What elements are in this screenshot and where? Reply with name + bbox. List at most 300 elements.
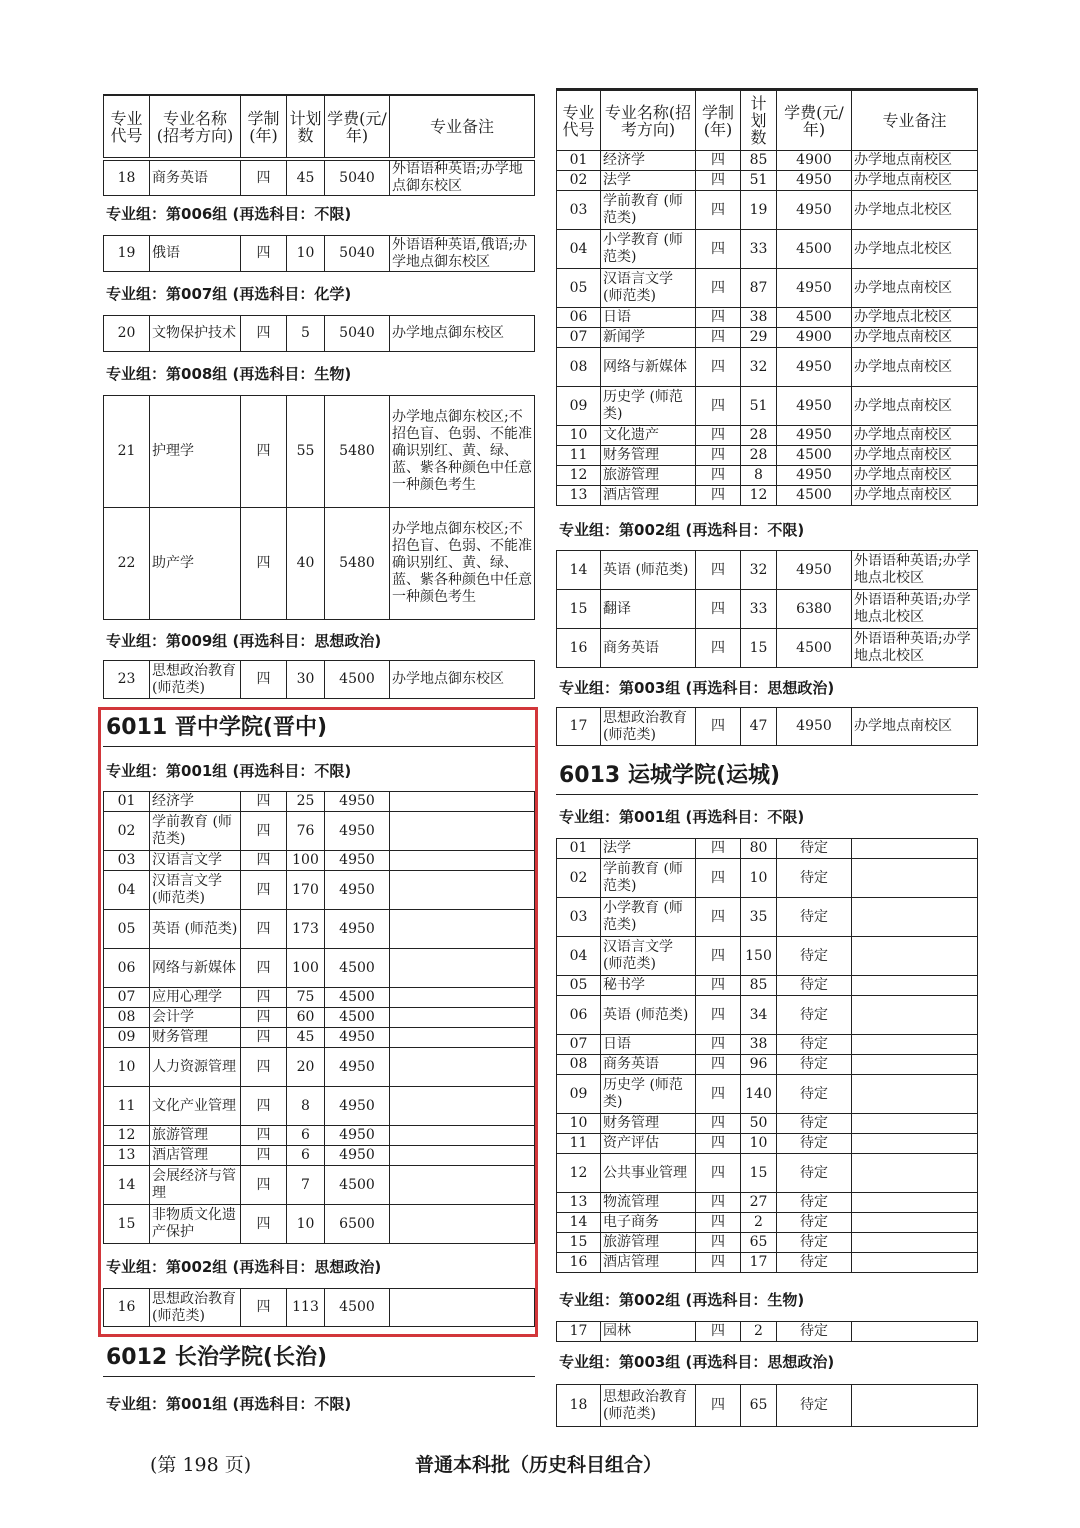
plan-count: 65: [741, 1233, 777, 1253]
major-code: 12: [557, 1154, 601, 1193]
major-code: 17: [557, 1322, 601, 1342]
table-row: [104, 661, 535, 699]
left-header-row: [104, 96, 535, 158]
tuition-fee: 待定: [777, 1233, 852, 1253]
plan-count: 6: [287, 1146, 325, 1166]
major-code: 09: [557, 1075, 601, 1114]
tuition-fee: 待定: [777, 976, 852, 996]
duration: 四: [241, 871, 287, 910]
group-heading: 专业组：第009组 (再选科目：思想政治): [106, 632, 382, 650]
major-code: 15: [104, 1205, 150, 1244]
group-heading: 专业组：第001组 (再选科目：不限): [559, 808, 805, 826]
plan-count: 50: [741, 1114, 777, 1134]
major-name: 经济学: [601, 151, 696, 171]
school-rule: [556, 794, 978, 795]
tuition-fee: 4950: [777, 708, 852, 746]
plan-count: 8: [741, 466, 777, 486]
group-heading: 专业组：第008组 (再选科目：生物): [106, 365, 352, 383]
tuition-fee: 待定: [777, 1385, 852, 1427]
major-code: 02: [557, 859, 601, 898]
duration: 四: [696, 1075, 741, 1114]
duration: 四: [696, 348, 741, 387]
table-row: [557, 1114, 978, 1134]
major-name: 学前教育 (师范类): [601, 859, 696, 898]
group-heading: 专业组：第001组 (再选科目：不限): [106, 1395, 352, 1413]
tuition-fee: 4950: [325, 1087, 390, 1126]
table-row: [557, 898, 978, 937]
duration: 四: [696, 708, 741, 746]
major-note: [852, 1213, 978, 1233]
major-code: 14: [557, 551, 601, 590]
table-row: [557, 1035, 978, 1055]
group-heading: 专业组：第001组 (再选科目：不限): [106, 762, 352, 780]
major-code: 05: [557, 976, 601, 996]
duration: 四: [696, 308, 741, 328]
plan-count: 10: [741, 859, 777, 898]
school-title: 6011 晋中学院(晋中): [106, 715, 327, 740]
plan-count: 30: [287, 661, 325, 699]
major-code: 11: [557, 446, 601, 466]
tuition-fee: 待定: [777, 859, 852, 898]
major-name: 公共事业管理: [601, 1154, 696, 1193]
duration: 四: [241, 316, 287, 352]
major-code: 05: [557, 269, 601, 308]
duration: 四: [696, 937, 741, 976]
major-name: 翻译: [601, 590, 696, 629]
major-note: [852, 1114, 978, 1134]
major-note: [852, 1075, 978, 1114]
major-note: 办学地点南校区: [852, 269, 978, 308]
duration: 四: [696, 551, 741, 590]
major-note: [852, 1233, 978, 1253]
major-code: 14: [104, 1166, 150, 1205]
duration: 四: [241, 910, 287, 949]
duration: 四: [696, 191, 741, 230]
plan-count: 15: [741, 1154, 777, 1193]
footer-page: (第 198 页): [150, 1454, 252, 1476]
major-name: 财务管理: [601, 446, 696, 466]
table-row: [104, 236, 535, 272]
table-row: [557, 629, 978, 668]
tuition-fee: 4500: [325, 661, 390, 699]
major-name: 酒店管理: [601, 1253, 696, 1273]
major-code: 03: [557, 898, 601, 937]
major-note: 外语语种英语;办学地点御东校区: [390, 161, 535, 196]
major-code: 08: [557, 348, 601, 387]
right-table-block: [556, 150, 978, 506]
duration: 四: [241, 1008, 287, 1028]
major-name: 小学教育 (师范类): [601, 230, 696, 269]
duration: 四: [241, 1289, 287, 1327]
plan-count: 19: [741, 191, 777, 230]
duration: 四: [241, 1048, 287, 1087]
major-name: 英语 (师范类): [601, 551, 696, 590]
major-name: 法学: [601, 171, 696, 191]
plan-count: 45: [287, 1028, 325, 1048]
right-table-block: [556, 838, 978, 1273]
table-row: [557, 466, 978, 486]
table-row: [557, 348, 978, 387]
table-row: [557, 839, 978, 859]
major-name: 人力资源管理: [150, 1048, 241, 1087]
table-row: [104, 396, 535, 508]
major-code: 13: [104, 1146, 150, 1166]
tuition-fee: 4500: [325, 1289, 390, 1327]
duration: 四: [696, 1055, 741, 1075]
tuition-fee: 待定: [777, 1322, 852, 1342]
header-fee: 学费(元/年): [777, 91, 852, 151]
right-table-block: [556, 1384, 978, 1427]
duration: 四: [696, 426, 741, 446]
tuition-fee: 待定: [777, 1035, 852, 1055]
tuition-fee: 待定: [777, 1213, 852, 1233]
tuition-fee: 6380: [777, 590, 852, 629]
table-row: [557, 426, 978, 446]
duration: 四: [696, 839, 741, 859]
tuition-fee: 4500: [325, 988, 390, 1008]
table-row: [557, 387, 978, 426]
major-code: 01: [557, 151, 601, 171]
tuition-fee: 待定: [777, 1114, 852, 1134]
major-code: 02: [104, 812, 150, 851]
major-name: 思想政治教育 (师范类): [601, 1385, 696, 1427]
table-row: [557, 1322, 978, 1342]
major-name: 电子商务: [601, 1213, 696, 1233]
plan-count: 38: [741, 1035, 777, 1055]
plan-count: 51: [741, 387, 777, 426]
major-name: 学前教育 (师范类): [601, 191, 696, 230]
major-note: 办学地点御东校区: [390, 661, 535, 699]
header-plan: 计划数: [287, 96, 325, 158]
major-code: 14: [557, 1213, 601, 1233]
plan-count: 10: [287, 1205, 325, 1244]
major-note: 办学地点南校区: [852, 328, 978, 348]
major-name: 酒店管理: [601, 486, 696, 506]
right-table-block: [556, 550, 978, 668]
major-code: 09: [557, 387, 601, 426]
tuition-fee: 4900: [777, 151, 852, 171]
plan-count: 113: [287, 1289, 325, 1327]
major-code: 11: [557, 1134, 601, 1154]
duration: 四: [696, 859, 741, 898]
plan-count: 96: [741, 1055, 777, 1075]
duration: 四: [241, 236, 287, 272]
major-code: 02: [557, 171, 601, 191]
duration: 四: [696, 1035, 741, 1055]
major-name: 汉语言文学: [150, 851, 241, 871]
major-name: 网络与新媒体: [601, 348, 696, 387]
major-name: 会计学: [150, 1008, 241, 1028]
plan-count: 35: [741, 898, 777, 937]
plan-count: 28: [741, 426, 777, 446]
table-row: [557, 171, 978, 191]
plan-count: 28: [741, 446, 777, 466]
major-code: 10: [104, 1048, 150, 1087]
duration: 四: [696, 590, 741, 629]
major-code: 18: [104, 161, 150, 196]
tuition-fee: 5480: [325, 508, 390, 620]
plan-count: 87: [741, 269, 777, 308]
plan-count: 8: [287, 1087, 325, 1126]
group-heading: 专业组：第007组 (再选科目：化学): [106, 285, 352, 303]
major-note: [852, 839, 978, 859]
major-code: 12: [557, 466, 601, 486]
major-name: 历史学 (师范类): [601, 1075, 696, 1114]
footer-batch: 普通本科批（历史科目组合）: [415, 1454, 663, 1476]
tuition-fee: 4950: [325, 1146, 390, 1166]
major-name: 汉语言文学 (师范类): [150, 871, 241, 910]
tuition-fee: 4950: [325, 1048, 390, 1087]
plan-count: 10: [287, 236, 325, 272]
duration: 四: [241, 1146, 287, 1166]
duration: 四: [696, 1322, 741, 1342]
tuition-fee: 4950: [325, 871, 390, 910]
plan-count: 10: [741, 1134, 777, 1154]
table-row: [557, 1213, 978, 1233]
header-fee: 学费(元/年): [325, 96, 390, 158]
major-name: 文物保护技术: [150, 316, 241, 352]
table-row: [104, 316, 535, 352]
group-heading: 专业组：第003组 (再选科目：思想政治): [559, 1353, 835, 1371]
major-note: 外语语种英语,俄语;办学地点御东校区: [390, 236, 535, 272]
tuition-fee: 4950: [777, 348, 852, 387]
tuition-fee: 5480: [325, 396, 390, 508]
major-name: 文化遗产: [601, 426, 696, 446]
duration: 四: [241, 851, 287, 871]
tuition-fee: 4500: [777, 629, 852, 668]
tuition-fee: 4900: [777, 328, 852, 348]
plan-count: 32: [741, 551, 777, 590]
table-row: [557, 1385, 978, 1427]
major-name: 财务管理: [601, 1114, 696, 1134]
tuition-fee: 待定: [777, 1253, 852, 1273]
major-code: 10: [557, 1114, 601, 1134]
right-header-row: [557, 91, 978, 151]
duration: 四: [241, 396, 287, 508]
tuition-fee: 4950: [325, 910, 390, 949]
plan-count: 100: [287, 949, 325, 988]
duration: 四: [241, 661, 287, 699]
duration: 四: [696, 328, 741, 348]
tuition-fee: 4950: [325, 812, 390, 851]
plan-count: 150: [741, 937, 777, 976]
group-heading: 专业组：第002组 (再选科目：生物): [559, 1291, 805, 1309]
major-name: 法学: [601, 839, 696, 859]
major-code: 19: [104, 236, 150, 272]
major-note: 办学地点南校区: [852, 708, 978, 746]
plan-count: 100: [287, 851, 325, 871]
tuition-fee: 4950: [777, 387, 852, 426]
major-code: 07: [104, 988, 150, 1008]
tuition-fee: 待定: [777, 1134, 852, 1154]
duration: 四: [696, 1154, 741, 1193]
duration: 四: [241, 988, 287, 1008]
plan-count: 2: [741, 1322, 777, 1342]
major-code: 01: [104, 792, 150, 812]
plan-count: 15: [741, 629, 777, 668]
tuition-fee: 5040: [325, 316, 390, 352]
tuition-fee: 6500: [325, 1205, 390, 1244]
plan-count: 33: [741, 230, 777, 269]
major-code: 15: [557, 1233, 601, 1253]
duration: 四: [696, 898, 741, 937]
tuition-fee: 4950: [777, 269, 852, 308]
table-row: [557, 230, 978, 269]
major-name: 园林: [601, 1322, 696, 1342]
major-code: 12: [104, 1126, 150, 1146]
major-code: 16: [557, 1253, 601, 1273]
major-note: 办学地点南校区: [852, 151, 978, 171]
header-duration: 学制(年): [696, 91, 741, 151]
tuition-fee: 待定: [777, 937, 852, 976]
plan-count: 140: [741, 1075, 777, 1114]
table-row: [557, 1134, 978, 1154]
plan-count: 29: [741, 328, 777, 348]
major-name: 思想政治教育 (师范类): [150, 1289, 241, 1327]
plan-count: 25: [287, 792, 325, 812]
plan-count: 27: [741, 1193, 777, 1213]
major-name: 旅游管理: [601, 1233, 696, 1253]
major-code: 10: [557, 426, 601, 446]
major-note: 办学地点御东校区: [390, 316, 535, 352]
left-table-block: [103, 235, 535, 272]
duration: 四: [696, 230, 741, 269]
tuition-fee: 4500: [777, 308, 852, 328]
duration: 四: [241, 1126, 287, 1146]
tuition-fee: 待定: [777, 898, 852, 937]
major-note: 外语语种英语;办学地点北校区: [852, 551, 978, 590]
major-name: 物流管理: [601, 1193, 696, 1213]
duration: 四: [696, 151, 741, 171]
major-code: 22: [104, 508, 150, 620]
table-row: [557, 937, 978, 976]
major-code: 15: [557, 590, 601, 629]
duration: 四: [241, 792, 287, 812]
duration: 四: [241, 508, 287, 620]
major-name: 秘书学: [601, 976, 696, 996]
major-name: 英语 (师范类): [601, 996, 696, 1035]
plan-count: 80: [741, 839, 777, 859]
table-row: [557, 446, 978, 466]
major-note: [852, 996, 978, 1035]
major-note: 办学地点南校区: [852, 387, 978, 426]
plan-count: 55: [287, 396, 325, 508]
plan-count: 38: [741, 308, 777, 328]
major-name: 小学教育 (师范类): [601, 898, 696, 937]
tuition-fee: 4500: [777, 230, 852, 269]
major-code: 03: [557, 191, 601, 230]
tuition-fee: 5040: [325, 236, 390, 272]
major-code: 18: [557, 1385, 601, 1427]
duration: 四: [696, 171, 741, 191]
tuition-fee: 4500: [777, 446, 852, 466]
plan-count: 33: [741, 590, 777, 629]
header-code: 专业代号: [557, 91, 601, 151]
major-note: [852, 937, 978, 976]
major-name: 思想政治教育 (师范类): [601, 708, 696, 746]
tuition-fee: 4500: [325, 949, 390, 988]
duration: 四: [696, 1114, 741, 1134]
highlight-box-6011: [98, 707, 538, 1337]
plan-count: 7: [287, 1166, 325, 1205]
duration: 四: [696, 1233, 741, 1253]
plan-count: 32: [741, 348, 777, 387]
major-code: 04: [104, 871, 150, 910]
major-note: [852, 1322, 978, 1342]
left-table-block: [103, 395, 535, 620]
major-note: [852, 1035, 978, 1055]
table-row: [557, 996, 978, 1035]
major-note: [852, 1154, 978, 1193]
group-heading: 专业组：第006组 (再选科目：不限): [106, 205, 352, 223]
major-name: 英语 (师范类): [150, 910, 241, 949]
duration: 四: [696, 996, 741, 1035]
major-name: 护理学: [150, 396, 241, 508]
plan-count: 51: [741, 171, 777, 191]
plan-count: 85: [741, 976, 777, 996]
major-code: 07: [557, 1035, 601, 1055]
major-code: 16: [557, 629, 601, 668]
major-name: 商务英语: [601, 629, 696, 668]
duration: 四: [241, 1205, 287, 1244]
table-row: [557, 590, 978, 629]
plan-count: 45: [287, 161, 325, 196]
major-name: 汉语言文学 (师范类): [601, 937, 696, 976]
duration: 四: [696, 446, 741, 466]
header-note: 专业备注: [390, 96, 535, 158]
group-heading: 专业组：第002组 (再选科目：思想政治): [106, 1258, 382, 1276]
major-note: 办学地点南校区: [852, 446, 978, 466]
tuition-fee: 4950: [777, 466, 852, 486]
duration: 四: [696, 1134, 741, 1154]
table-row: [557, 308, 978, 328]
header-note: 专业备注: [852, 91, 978, 151]
table-row: [557, 1055, 978, 1075]
major-name: 汉语言文学 (师范类): [601, 269, 696, 308]
major-name: 酒店管理: [150, 1146, 241, 1166]
major-name: 商务英语: [601, 1055, 696, 1075]
duration: 四: [241, 1028, 287, 1048]
major-name: 资产评估: [601, 1134, 696, 1154]
tuition-fee: 4500: [325, 1008, 390, 1028]
tuition-fee: 4950: [777, 426, 852, 446]
duration: 四: [696, 269, 741, 308]
major-note: 办学地点南校区: [852, 466, 978, 486]
major-name: 网络与新媒体: [150, 949, 241, 988]
table-row: [557, 551, 978, 590]
major-code: 07: [557, 328, 601, 348]
left-table-block: [103, 160, 535, 196]
tuition-fee: 待定: [777, 996, 852, 1035]
major-code: 08: [557, 1055, 601, 1075]
plan-count: 17: [741, 1253, 777, 1273]
plan-count: 76: [287, 812, 325, 851]
major-note: 办学地点南校区: [852, 426, 978, 446]
table-row: [557, 1253, 978, 1273]
plan-count: 2: [741, 1213, 777, 1233]
right-header-table: [556, 90, 978, 151]
major-code: 09: [104, 1028, 150, 1048]
tuition-fee: 4500: [325, 1166, 390, 1205]
duration: 四: [241, 1087, 287, 1126]
duration: 四: [241, 812, 287, 851]
plan-count: 47: [741, 708, 777, 746]
duration: 四: [696, 387, 741, 426]
major-name: 旅游管理: [601, 466, 696, 486]
table-row: [557, 191, 978, 230]
major-name: 应用心理学: [150, 988, 241, 1008]
header-plan: 计划数: [741, 91, 777, 151]
